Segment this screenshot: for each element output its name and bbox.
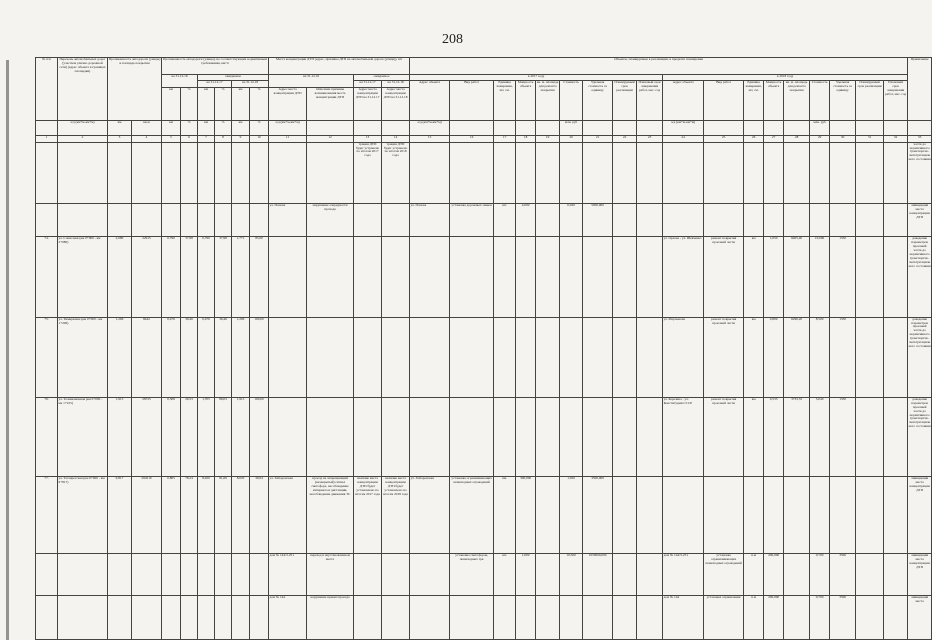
hdr-work-type-17: Вид работ bbox=[450, 81, 494, 121]
hdr-pct-a: % bbox=[181, 87, 198, 120]
col-length-dtp-header: Протяженность автодороги (улицы), не соответствующих нормативным требованиям, км/% bbox=[162, 58, 269, 75]
unit-km: км bbox=[108, 120, 132, 135]
hdr-work-type-18: Вид работ bbox=[704, 81, 744, 121]
unit-kvm: кв.м bbox=[132, 120, 162, 135]
hdr-dtp-d1: на 31.12.17 bbox=[354, 81, 382, 88]
hdr-km-c: км bbox=[232, 87, 250, 120]
hdr-unit-17: Единица измерения, шт, см. bbox=[494, 81, 516, 121]
table-row: 76. ул. Телевизионная (км 0+000 - км 1+915) 1,915 28725 0,508 26,53 1,705 89,03 1,915 100,00 ул. Березина - ул. Конституции СССР ремонт покрытия проезжей части км 0,533 3733,33 5,040 1350 доведение параметров проезжей части до нормативного транспортно-эксплуатационного состояния bbox=[36, 397, 932, 476]
col-length-header: Протяженность автодороги (улицы) и площадь покрытия bbox=[108, 58, 162, 121]
col-no-header: № п/п bbox=[36, 58, 58, 121]
hdr-cost-18: Стоимость bbox=[810, 81, 830, 121]
table-row: 75. ул. Тимирязева (км 0+000 - км 1+206) 1,206 8442 0,476 39,46 0,476 39,46 1,206 100,00 ул. Мартынова ремонт покрытия проезжей части км 0,809 6296,20 8,500 1350 доведение параметров проезжей части до нормативного транспортно-эксплуатационного состояния bbox=[36, 317, 932, 397]
hdr-on-date: на 31.12.16 bbox=[162, 74, 198, 87]
table-row-sub: дом № 144 нарушение правил проезда дом № 144 установка ограничения п.м 200,000 0,700 3500 ликвидация места bbox=[36, 595, 932, 639]
dtp-objects-table bbox=[35, 57, 932, 640]
hdr-finance-18: Планируемый срок реализации bbox=[856, 81, 884, 121]
hdr-d2: на 31.12.18 bbox=[232, 81, 269, 88]
header-row-1 bbox=[36, 58, 932, 75]
hdr-source-17: Плановый срок завершения работ, мес. год bbox=[637, 81, 663, 121]
scan-binding-edge bbox=[6, 60, 9, 640]
hdr-km-a: км bbox=[162, 87, 181, 120]
hdr-d1: на 31.12.17 bbox=[198, 81, 232, 88]
hdr-dtp-address: Адрес места концентрации ДТП bbox=[269, 87, 307, 120]
hdr-pct-c: % bbox=[250, 87, 269, 120]
table-row: 74. ул. Совхозная (км 0+000 - км 2+080) 2,080 22915 0,790 37,98 0,790 37,98 1,771 85,00 ул. Орлова - ул. Шевченко ремонт покрытия проезжей части км 1,050 9405,40 10,000 1350 доведение параметров проезжей части до нормативного транспортно-эксплуатационного состояния bbox=[36, 237, 932, 317]
hdr-finance-17: Планируемый срок реализации bbox=[613, 81, 637, 121]
hdr-2017: в 2017 году bbox=[410, 74, 663, 81]
col-dtp-places-header: Места концентрации ДТП (адрес, причины ДТП на автомобильной дороге (улице)), шт bbox=[269, 58, 410, 75]
hdr-planned: ожидаемое bbox=[198, 74, 269, 81]
hdr-unit-cost-18: Удельная стоимость за единицу bbox=[830, 81, 856, 121]
hdr-on-date-2: на 31.12.16 bbox=[269, 74, 354, 87]
hdr-unit-18: Единица измерения, шт, см. bbox=[744, 81, 764, 121]
table-row-carryover: трацин ДТП будет устранено по итогам 2017 года трацин ДТП будет устранено по итогам 2018 года части до нормативного транспортно-эксплуатационного состояния bbox=[36, 142, 932, 204]
table-row-sub: дом № 144/3-251 переход в неустановленном месте установка светофоров, пешеходных трк шт. 1,000 10,500 1050000,000 дом № 144/3-251 установка ограничивающих пешеходных ограждений п.м 200,000 0,700 3500 ликвидация места концентрации ДТП bbox=[36, 554, 932, 596]
hdr-dtp-2018: Адрес места концентрации ДТП на 31.12.18 bbox=[382, 87, 410, 120]
col-objects-header: Объекты, планируемые к реализации, в пределах планировки bbox=[410, 58, 908, 75]
hdr-area-17: кв. м. площадь для ремонта покрытия bbox=[536, 81, 560, 121]
hdr-pct-b: % bbox=[215, 87, 232, 120]
hdr-unit-cost-17: Удельная стоимость за единицу bbox=[583, 81, 613, 121]
hdr-dtp-2017: Адрес места концентрации ДТП на 31.12.17 bbox=[354, 87, 382, 120]
hdr-dtp-reasons: Описание причины возникновения места концентрации ДТП bbox=[307, 87, 354, 120]
page-number: 208 bbox=[442, 32, 463, 47]
hdr-dtp-d2: на 31.12.18 bbox=[382, 81, 410, 88]
hdr-source-18: Плановый срок завершения работ, мес. год bbox=[884, 81, 908, 121]
hdr-power-18: Мощность объекта bbox=[764, 81, 784, 121]
hdr-km-b: км bbox=[198, 87, 215, 120]
hdr-planned-2: ожидаемое bbox=[354, 74, 410, 81]
hdr-obj-address-18: Адрес объекта bbox=[663, 81, 704, 121]
col-note-header: Примечание bbox=[908, 58, 932, 121]
column-numbers-row: 1 2 3 4 5 6 7 8 9 10 11 12 13 14 15 16 17 18 19 20 21 22 23 24 25 26 27 28 29 30 31 32 33 bbox=[36, 136, 932, 143]
col-road-header: Перечень автомобильных дорог (участков улично-дорожной сети) (адрес объекта в границах площадки) bbox=[58, 58, 108, 121]
unit-addr-codes: а/д (км+м-км+м) bbox=[58, 120, 108, 135]
hdr-obj-address-17: Адрес объекта bbox=[410, 81, 450, 121]
table-row: 77. ул. Таганрогская (км 0+000 - км 9+817) 9,817 294510 0,805 78,24 8,020 81,69 8,020 39,04 ул. Хабаровская проезд на запрещающий (незакрытый) сигнал светофора, несоблюдение интервала и дистанции, несоблюдение движения ТС наличие места концентрации ДТП будет установлено по итогам 2017 года наличие места концентрации ДТП будет установлено по итогам 2018 года ул. Хабаровская установка ограничивающих пешеходных ограждений пм. 300,000 1,050 3500,000 ликвидация места концентрации ДТП bbox=[36, 477, 932, 554]
hdr-cost-17: Стоимость bbox=[560, 81, 583, 121]
hdr-2018: в 2018 году bbox=[663, 74, 908, 81]
table-row-carryover-sub: ул. Попова нарушение очередности прохода ул. Попова установка дорожных знаков шт. 4,000 0,020 5000,000 ликвидация места концентрации ДТП bbox=[36, 204, 932, 237]
hdr-power-17: Мощность объекта bbox=[516, 81, 536, 121]
header-units-row: а/д (км+м-км+м) км кв.м км % км % км % а/д (км+м-км+м) а/д (км+м-км+м) млн. руб а/д (км+м-км+м) млн. руб bbox=[36, 120, 932, 135]
hdr-area-18: кв. м. площадь для ремонта покрытия bbox=[784, 81, 810, 121]
